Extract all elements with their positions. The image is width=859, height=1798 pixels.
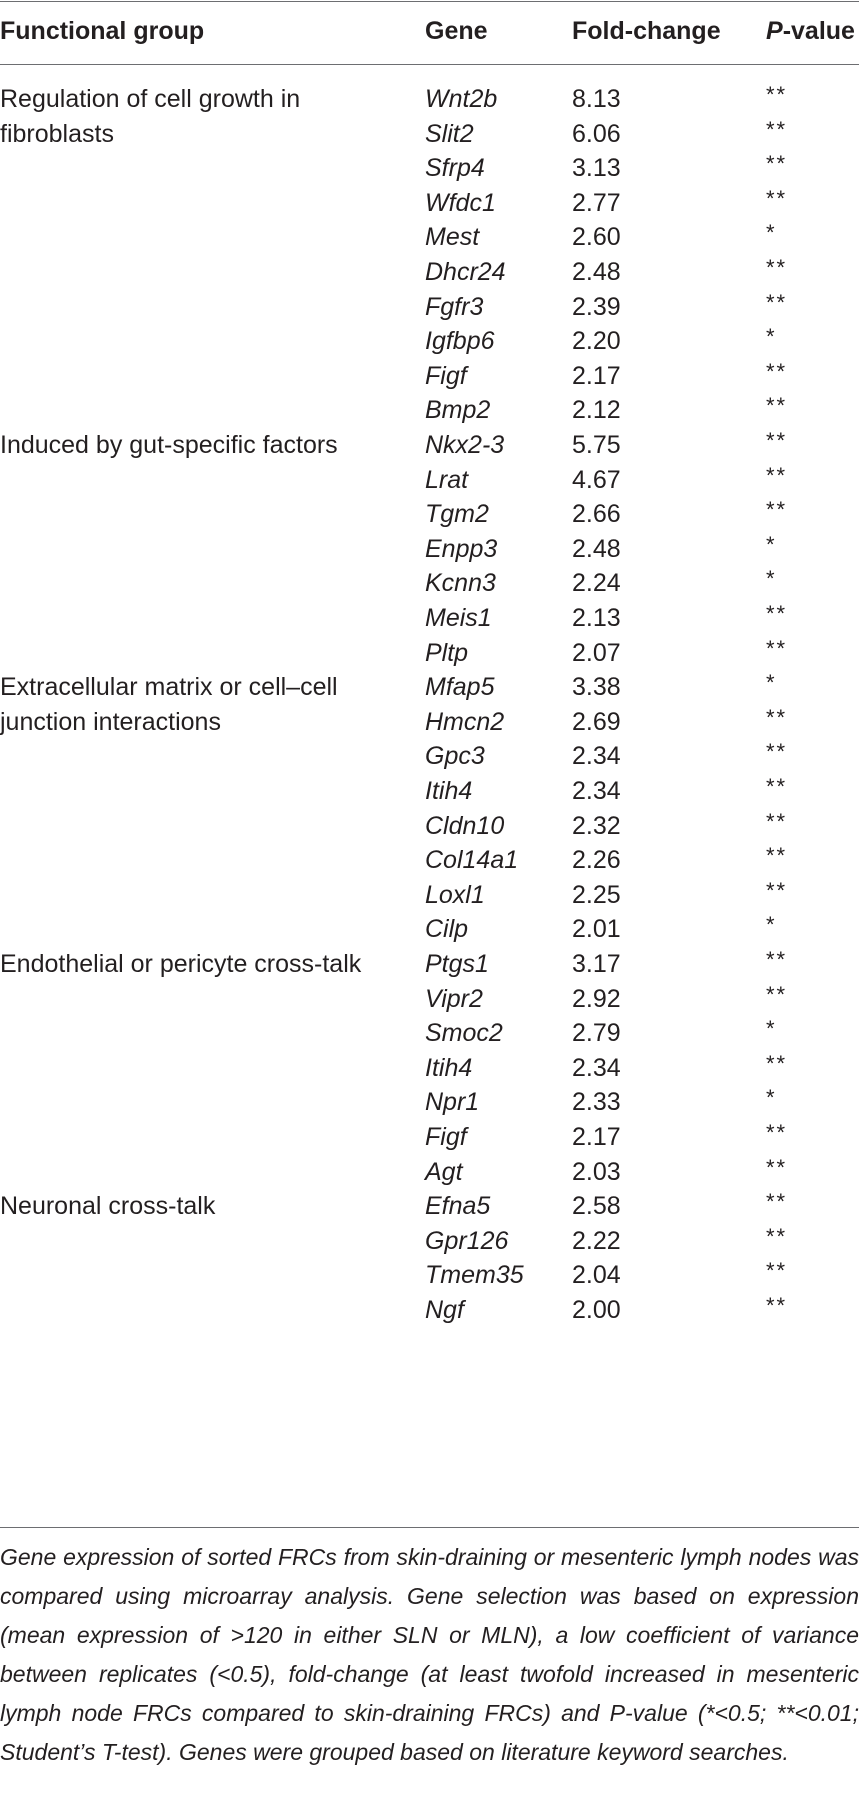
functional-group-label: Regulation of cell growth in fibroblasts (0, 85, 301, 148)
fold-change-value: 8.13 (572, 85, 621, 113)
gene-name: Figf (425, 361, 467, 390)
gene-name: Tgm2 (425, 500, 489, 529)
p-value-significance: * (766, 566, 777, 592)
gene-name: Itih4 (425, 777, 473, 805)
gene-name: Tmem35 (425, 1261, 524, 1290)
p-value-significance: ** (766, 877, 788, 903)
fold-change-value: 2.39 (572, 292, 621, 321)
functional-group-label: Extracellular matrix or cell–cell junction interactions (0, 673, 338, 736)
fold-change-value: 6.06 (572, 119, 621, 148)
fold-change-value: 2.92 (572, 984, 621, 1013)
gene-name: Slit2 (425, 119, 474, 148)
p-value-significance: * (766, 912, 777, 938)
p-value-significance: ** (766, 774, 788, 799)
fold-change-value: 5.75 (572, 431, 621, 459)
fold-change-value: 2.79 (572, 1019, 621, 1048)
gene-name: Gpc3 (425, 742, 485, 771)
gene-name: Npr1 (425, 1088, 480, 1117)
gene-name: Enpp3 (425, 534, 498, 563)
gene-name: Smoc2 (425, 1019, 503, 1048)
p-value-significance: ** (766, 808, 788, 834)
fold-change-value: 2.32 (572, 811, 621, 840)
gene-name: Col14a1 (425, 846, 519, 875)
fold-change-value: 2.17 (572, 1123, 621, 1151)
fold-change-value: 3.17 (572, 950, 621, 978)
gene-name: Gpr126 (425, 1226, 509, 1255)
p-value-significance: ** (766, 1189, 788, 1215)
p-value-significance: ** (766, 116, 788, 142)
fold-change-value: 2.25 (572, 880, 621, 909)
fold-change-value: 2.69 (572, 707, 621, 736)
p-value-significance: ** (766, 289, 788, 315)
p-value-significance: ** (766, 843, 788, 869)
gene-name: Hmcn2 (425, 707, 505, 736)
fold-change-value: 2.66 (572, 500, 621, 529)
gene-name: Mest (425, 223, 480, 252)
table-row (0, 1295, 859, 1335)
fold-change-value: 2.34 (572, 742, 621, 771)
p-value-significance: ** (766, 704, 788, 730)
gene-name: Cldn10 (425, 811, 505, 840)
p-value-significance: ** (766, 947, 788, 972)
gene-name: Wfdc1 (425, 188, 496, 217)
gene-name: Igfbp6 (425, 327, 495, 356)
p-value-significance: ** (766, 1293, 788, 1318)
header-gene: Gene (425, 17, 488, 45)
gene-name: Bmp2 (425, 396, 491, 425)
fold-change-value: 2.07 (572, 638, 621, 667)
fold-change-value: 2.01 (572, 915, 621, 944)
p-value-significance: ** (766, 82, 788, 107)
fold-change-value: 2.13 (572, 604, 621, 632)
p-value-significance: ** (766, 1120, 788, 1145)
gene-name: Dhcr24 (425, 258, 506, 286)
gene-name: Vipr2 (425, 984, 483, 1013)
gene-name: Figf (425, 1123, 467, 1151)
gene-name: Loxl1 (425, 880, 485, 909)
functional-group-label: Induced by gut-specific factors (0, 431, 338, 459)
gene-name: Ptgs1 (425, 950, 489, 978)
fold-change-value: 2.58 (572, 1192, 621, 1221)
fold-change-value: 2.17 (572, 361, 621, 390)
fold-change-value: 2.22 (572, 1226, 621, 1255)
gene-name: Mfap5 (425, 673, 495, 702)
gene-name: Agt (425, 1157, 463, 1186)
p-value-significance: * (766, 324, 777, 350)
table-header-rule (0, 64, 859, 65)
fold-change-value: 2.04 (572, 1261, 621, 1290)
p-value-significance: ** (766, 497, 788, 523)
p-value-significance: ** (766, 358, 788, 384)
p-value-significance: ** (766, 1223, 788, 1249)
p-value-significance: ** (766, 393, 788, 419)
table-footnote: Gene expression of sorted FRCs from skin-draining or mesenteric lymph nodes was compared using microarray analysis. Gene selection was based on expression (mean expression of >120 in either SLN or MLN), a low coefficient of variance between replicates (<0.5), fold-change (at least twofold increased in mesenteric lymph node FRCs compared to skin-draining FRCs) and P-value (*<0.5; **<0.01; Student’s T-test). Genes were grouped based on literature keyword searches. (0, 1544, 859, 1765)
p-value-significance: ** (766, 428, 788, 453)
p-value-significance: ** (766, 1258, 788, 1284)
fold-change-value: 2.34 (572, 777, 621, 805)
gene-name: Pltp (425, 638, 469, 667)
p-value-significance: ** (766, 601, 788, 626)
p-value-significance: ** (766, 635, 788, 661)
fold-change-value: 2.60 (572, 223, 621, 252)
fold-change-value: 3.38 (572, 673, 621, 702)
p-value-significance: ** (766, 739, 788, 765)
functional-group-label: Endothelial or pericyte cross-talk (0, 950, 362, 978)
table-bottom-rule (0, 1527, 859, 1528)
gene-name: Fgfr3 (425, 292, 484, 321)
header-functional-group: Functional group (0, 17, 205, 45)
p-value-significance: ** (766, 1154, 788, 1180)
gene-name: Lrat (425, 465, 469, 494)
fold-change-value: 4.67 (572, 465, 621, 494)
fold-change-value: 2.00 (572, 1296, 621, 1324)
fold-change-value: 2.03 (572, 1157, 621, 1186)
fold-change-value: 2.48 (572, 258, 621, 286)
gene-name: Meis1 (425, 604, 492, 632)
p-value-significance: ** (766, 981, 788, 1007)
header-fold-change: Fold-change (572, 17, 721, 45)
header-p-value (766, 16, 855, 46)
header-p-letter: P (766, 17, 783, 45)
p-value-significance: ** (766, 185, 788, 211)
p-value-significance: * (766, 670, 777, 696)
table-top-rule (0, 1, 859, 2)
fold-change-value: 2.77 (572, 188, 621, 217)
fold-change-value: 3.13 (572, 154, 621, 183)
fold-change-value: 2.48 (572, 534, 621, 563)
gene-name: Sfrp4 (425, 154, 485, 183)
p-value-significance: * (766, 1085, 777, 1111)
gene-name: Itih4 (425, 1053, 473, 1082)
fold-change-value: 2.12 (572, 396, 621, 425)
p-value-significance: * (766, 531, 777, 557)
p-value-significance: ** (766, 1050, 788, 1076)
fold-change-value: 2.26 (572, 846, 621, 875)
fold-change-value: 2.33 (572, 1088, 621, 1117)
gene-name: Wnt2b (425, 85, 498, 113)
p-value-significance: * (766, 1016, 777, 1042)
p-value-significance: * (766, 220, 777, 246)
gene-name: Cilp (425, 915, 469, 944)
p-value-significance: ** (766, 255, 788, 280)
header-p-suffix: -value (782, 17, 855, 45)
gene-name: Kcnn3 (425, 569, 496, 598)
fold-change-value: 2.34 (572, 1053, 621, 1082)
gene-name: Ngf (425, 1296, 464, 1324)
fold-change-value: 2.20 (572, 327, 621, 356)
functional-group-label: Neuronal cross-talk (0, 1192, 216, 1221)
p-value-significance: ** (766, 462, 788, 488)
p-value-significance: ** (766, 151, 788, 177)
fold-change-value: 2.24 (572, 569, 621, 598)
gene-name: Efna5 (425, 1192, 491, 1221)
gene-name: Nkx2-3 (425, 431, 505, 459)
